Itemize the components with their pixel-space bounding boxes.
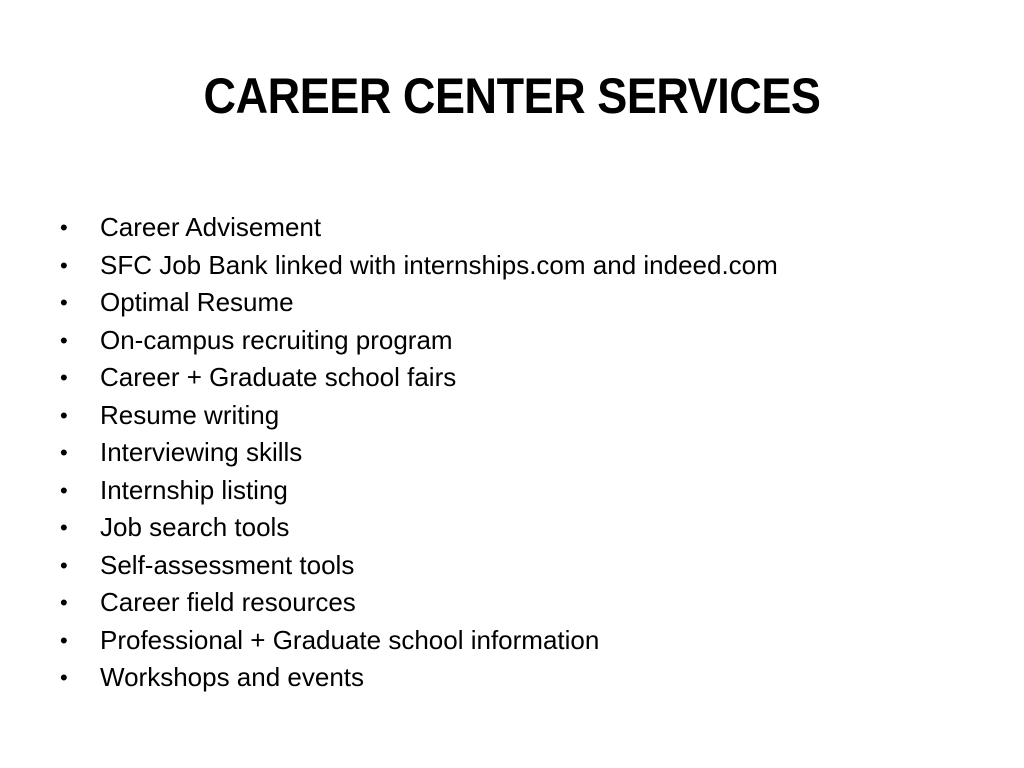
list-item-text: Resume writing <box>100 399 280 430</box>
list-item <box>58 434 778 472</box>
bullet-icon: • <box>60 515 68 540</box>
bullet-icon: • <box>60 215 68 240</box>
bullet-icon: • <box>60 665 68 690</box>
list-item <box>58 397 778 435</box>
slide-title: CAREER CENTER SERVICES <box>203 68 821 124</box>
list-item <box>58 547 778 585</box>
list-item-text: Workshops and events <box>100 662 364 692</box>
bullet-icon: • <box>60 327 68 353</box>
list-item <box>58 284 778 322</box>
bullet-icon: • <box>60 590 68 615</box>
bullet-icon: • <box>60 290 68 315</box>
list-item-text: Optimal Resume <box>100 287 294 317</box>
list-item <box>58 209 778 247</box>
bullet-icon: • <box>60 627 68 653</box>
list-item-text: Professional + Graduate school information <box>100 624 600 655</box>
list-item <box>58 472 778 510</box>
list-item-text: Internship listing <box>100 474 288 505</box>
bullet-icon: • <box>60 402 68 428</box>
list-item-text: Career + Graduate school fairs <box>100 362 457 392</box>
list-item <box>58 247 778 285</box>
list-item <box>58 509 778 547</box>
bullet-icon: • <box>60 477 68 503</box>
list-item <box>58 322 778 360</box>
list-item <box>58 584 778 622</box>
list-item <box>58 622 778 660</box>
list-item <box>58 359 778 397</box>
list-item <box>58 659 778 697</box>
bullet-icon: • <box>60 440 68 465</box>
bullet-icon: • <box>60 552 68 578</box>
list-item-text: Career field resources <box>100 587 356 617</box>
list-item-text: Career Advisement <box>100 212 322 242</box>
bullet-icon: • <box>60 252 68 278</box>
list-item-text: SFC Job Bank linked with internships.com and indeed.com <box>100 249 778 280</box>
bullet-icon: • <box>60 365 68 390</box>
list-item-text: On-campus recruiting program <box>100 324 453 355</box>
list-item-text: Job search tools <box>100 512 290 542</box>
list-item-text: Interviewing skills <box>100 437 303 467</box>
bullet-list <box>58 209 778 697</box>
list-item-text: Self-assessment tools <box>100 549 355 580</box>
